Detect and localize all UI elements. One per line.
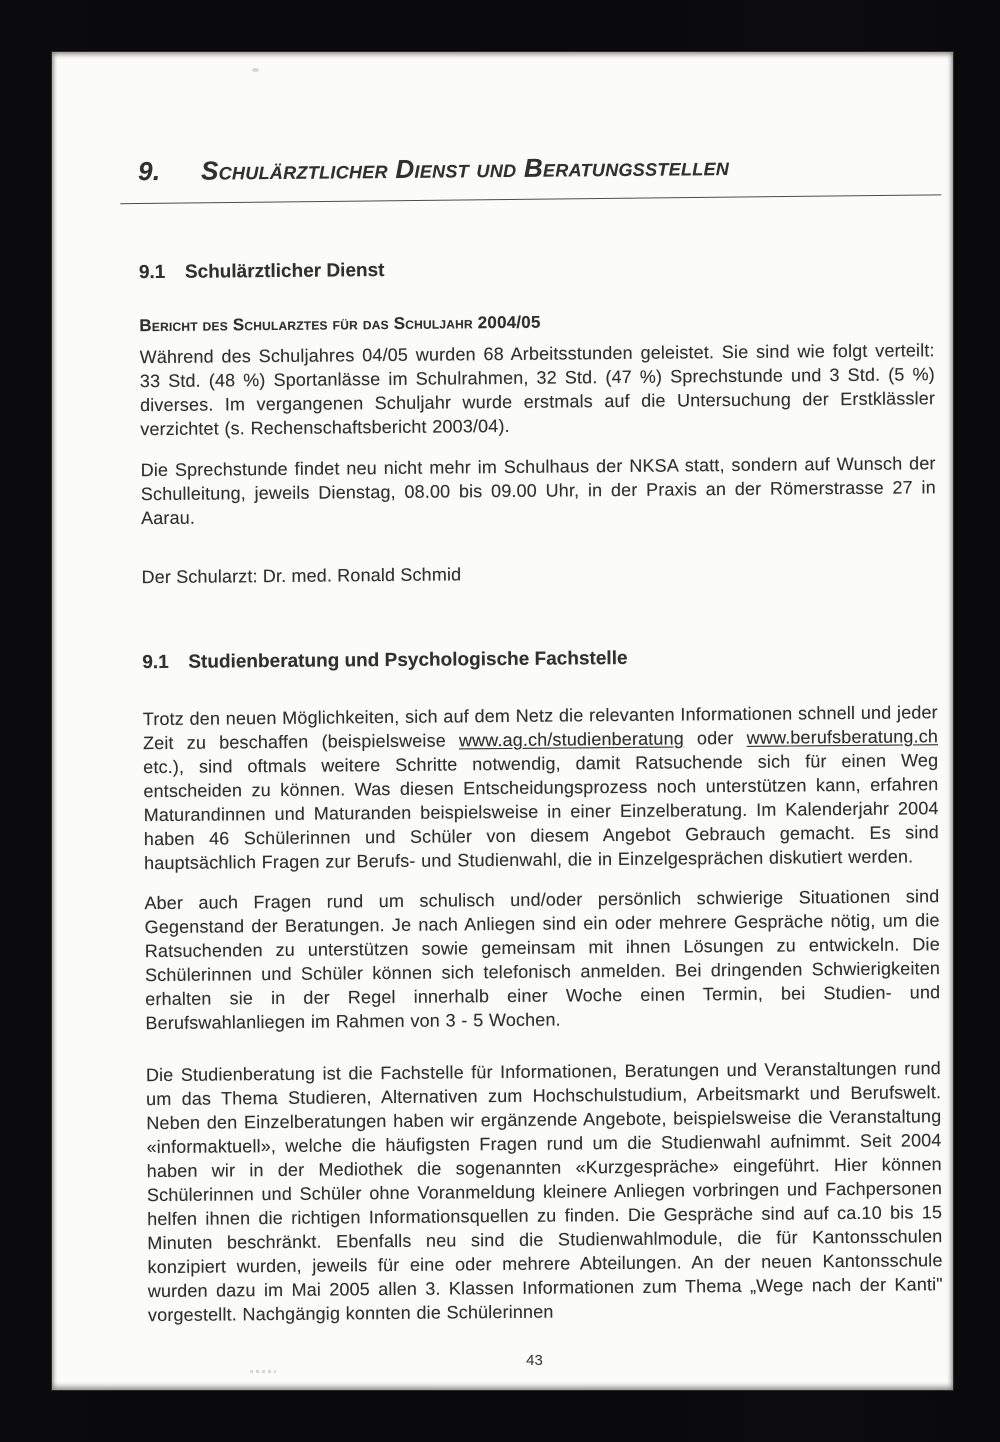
chapter-title-text: Schulärztlicher Dienst und Beratungsstellen <box>200 151 730 186</box>
paragraph-sprechstunde: Die Sprechstunde findet neu nicht mehr im Schulhaus der NKSA statt, sondern auf Wunsch der Schulleitung, jeweils Dienstag, 08.00 bis 09.00 Uhr, in der Praxis an der Römerstrasse 27 in Aarau. <box>140 453 936 529</box>
section1-heading-text: Schulärztlicher Dienst <box>184 260 385 283</box>
title-rule <box>120 194 941 204</box>
section2-heading-text: Studienberatung und Psychologische Fachstelle <box>188 647 628 673</box>
section1-heading <box>139 253 934 286</box>
intro-text-3: etc.), sind oftmals weitere Schritte notwendig, damit Ratsuchende sich für einen Weg entscheiden zu können. Was diesen Entscheidungsprozess noch unterstützen kann, erfahren Maturandinnen und Maturanden beispielsweise in einer Einzelberatung. Im Kalenderjahr 2004 haben 46 Schülerinnen und Schüler von diesem Angebot Gebrauch gemacht. Es sind hauptsächlich Fragen zur Berufs- und Studienwahl, die in Einzelgesprächen diskutiert werden. <box>143 750 939 874</box>
paragraph-beratungsgespraeche: Aber auch Fragen rund um schulisch und/oder persönlich schwierige Situationen sind Gegenstand der Beratungen. Je nach Anliegen sind ein oder mehrere Gespräche nötig, um die Ratsuchenden zu unterstützen sowie gemeinsam mit ihnen Lösungen zu entwickeln. Die Schülerinnen und Schüler können sich telefonisch anmelden. Bei dringenden Schwierigkeiten erhalten sie in der Regel innerhalb einer Woche einen Termin, bei Studien- und Berufswahlanliegen im Rahmen von 3 - 5 Wochen. <box>144 886 941 1034</box>
signature-line: Der Schularzt: Dr. med. Ronald Schmid <box>141 564 462 588</box>
section2-heading <box>142 643 937 676</box>
intro-text-1: Trotz den neuen Möglichkeiten, sich auf dem Netz die relevanten Informationen schnell und jeder Zeit zu beschaffen (beispielsweise <box>142 702 938 754</box>
page-content <box>52 48 965 1394</box>
link-berufsberatung: www.berufsberatung.ch <box>746 726 939 748</box>
page-number: 43 <box>526 1352 543 1369</box>
link-studienberatung: www.ag.ch/studienberatung <box>458 728 684 751</box>
chapter-number: 9. <box>137 155 161 187</box>
section2-number: 9.1 <box>142 651 169 674</box>
paragraph-studienberatung-fachstelle: Die Studienberatung ist die Fachstelle für Informationen, Beratungen und Veranstaltungen rund um das Thema Studieren, Alternativen zum Hochschulstudium, Arbeitsmarkt und Berufswelt. Neben den Einzelberatungen haben wir ergänzende Angebote, beispielsweise die Veranstaltung «informaktuell», welche die häufigsten Fragen rund um die Studienwahl aufnimmt. Seit 2004 haben wir in der Mediothek die sogenannten «Kurzgespräche» eingeführt. Hier können Schülerinnen und Schüler ohne Voranmeldung kleinere Anliegen vorbringen und Fachpersonen helfen ihnen die richtigen Informationsquellen zu finden. Die Gespräche sind auf ca.10 bis 15 Minuten beschränkt. Ebenfalls neu sind die Studienwahlmodule, die für Kantonsschulen konzipiert wurden, jeweils für eine oder mehrere Abteilungen. An der neuen Kantonsschule wurden dazu im Mai 2005 allen 3. Klassen Informationen zum Thema „Wege nach der Kanti" vorgestellt. Nachgängig konnten die Schülerinnen <box>145 1058 943 1326</box>
document-page <box>52 52 953 1390</box>
intro-text-2: oder <box>683 727 747 749</box>
paragraph-arbeitsstunden: Während des Schuljahres 04/05 wurden 68 Arbeitsstunden geleistet. Sie sind wie folgt verteilt: 33 Std. (48 %) Sportanlässe im Schulrahmen, 32 Std. (47 %) Sprechstunde und 3 Std. (5 %) diverses. Im vergangenen Schuljahr wurde erstmals auf die Untersuchung der Erstklässler verzichtet (s. Rechenschaftsbericht 2003/04). <box>139 340 936 440</box>
section1-number: 9.1 <box>138 261 166 284</box>
report-header: Bericht des Schularztes für das Schuljahr 2004/05 <box>139 312 541 336</box>
chapter-title <box>138 146 933 189</box>
paragraph-beratung-intro <box>143 700 939 875</box>
